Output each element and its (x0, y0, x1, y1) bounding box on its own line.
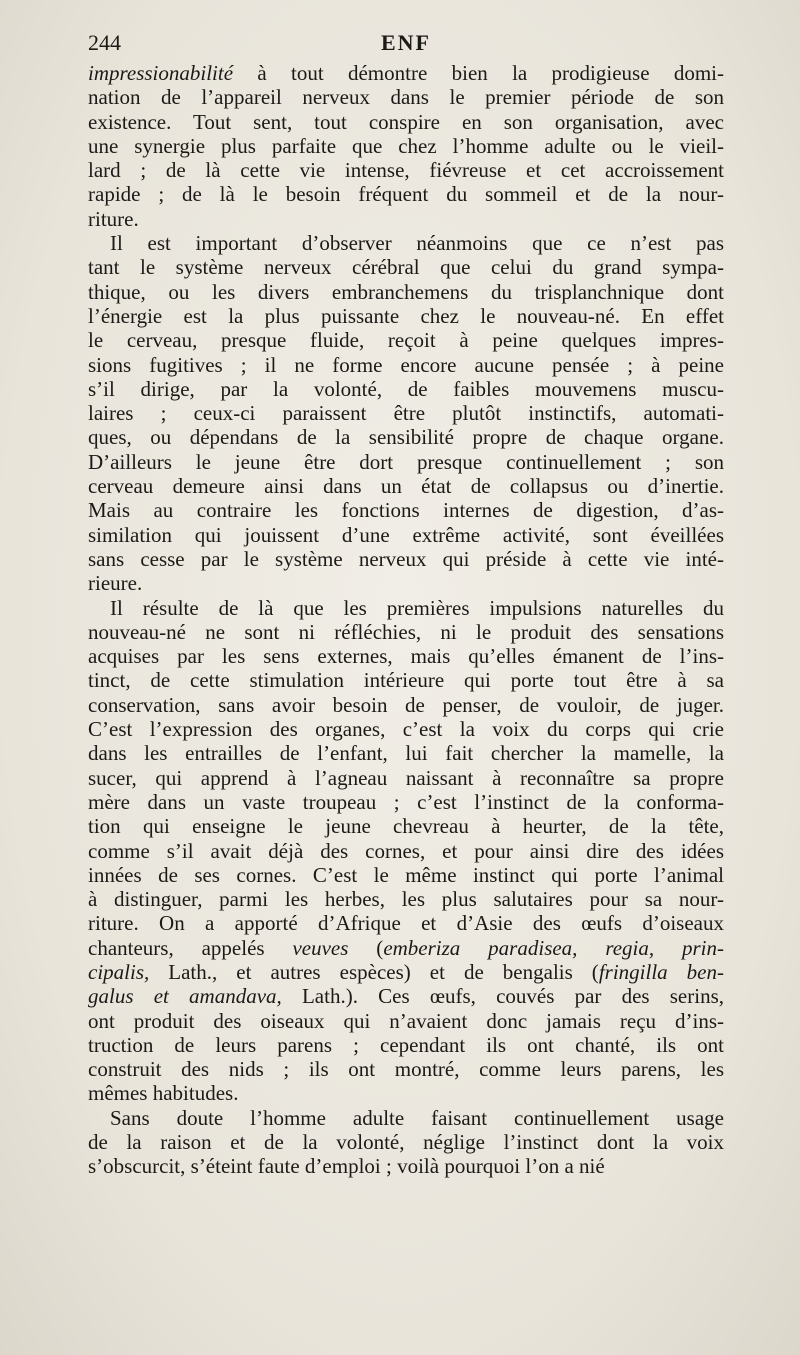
text-line (88, 1081, 724, 1105)
text-run: lard ; de là cette vie intense, fiévreuse et cet accroissement (88, 158, 724, 183)
text-run: conservation, sans avoir besoin de penser, de vouloir, de juger. (88, 692, 724, 717)
text-line (88, 207, 724, 231)
text-run: Lath., et autres espèces) et de bengalis ( (149, 959, 599, 984)
text-run: s’obscurcit, s’éteint faute d’emploi ; voilà pourquoi l’on a nié (88, 1154, 605, 1179)
text-line (88, 304, 724, 328)
text-run: similation qui jouissent d’une extrême activité, sont éveillées (88, 522, 724, 547)
text-run: dans les entrailles de l’enfant, lui fait chercher la mamelle, la (88, 741, 724, 766)
text-line (88, 571, 724, 595)
text-line (88, 474, 724, 498)
text-run: laires ; ceux-ci paraissent être plutôt instinctifs, automati- (88, 401, 724, 426)
text-run: mère dans un vaste troupeau ; c’est l’instinct de la conforma- (88, 789, 724, 814)
text-line (88, 255, 724, 279)
text-line (88, 596, 724, 620)
text-run: à distinguer, parmi les herbes, les plus salutaires pour sa nour- (88, 887, 724, 912)
text-line (88, 328, 724, 352)
text-line (88, 1033, 724, 1057)
text-line (88, 547, 724, 571)
text-run: tant le système nerveux cérébral que celui du grand sympa- (88, 255, 724, 280)
text-line (88, 158, 724, 182)
text-run: comme s’il avait déjà des cornes, et pour ainsi dire des idées (88, 838, 724, 863)
text-line (88, 1130, 724, 1154)
italic-run: galus et amandava, (88, 984, 282, 1009)
text-run: à tout démontre bien la prodigieuse domi- (233, 61, 724, 85)
text-line (88, 887, 724, 911)
text-run: l’énergie est la plus puissante chez le nouveau-né. En effet (88, 303, 724, 328)
text-run: riture. (88, 206, 139, 231)
text-run: nouveau-né ne sont ni réfléchies, ni le produit des sensations (88, 619, 724, 644)
italic-run: fringilla ben- (598, 959, 724, 984)
text-line (88, 523, 724, 547)
italic-run: cipalis, (88, 959, 150, 984)
text-run: sans cesse par le système nerveux qui préside à cette vie inté- (88, 546, 724, 571)
paragraph (88, 61, 724, 231)
text-line (88, 863, 724, 887)
text-line (88, 182, 724, 206)
text-line (88, 984, 724, 1008)
text-line (88, 1106, 724, 1130)
text-line (88, 839, 724, 863)
text-run: Lath.). Ces œufs, couvés par des serins, (281, 984, 725, 1009)
paragraph (88, 596, 724, 1106)
text-line (88, 766, 724, 790)
text-run: mêmes habitudes. (88, 1081, 239, 1106)
text-run: une synergie plus parfaite que chez l’homme adulte ou le vieil- (88, 133, 724, 158)
text-line (88, 401, 724, 425)
text-run: le cerveau, presque fluide, reçoit à peine quelques impres- (88, 328, 724, 353)
text-run: ( (348, 935, 384, 960)
text-run: acquises par les sens externes, mais qu’elles émanent de l’ins- (88, 644, 724, 669)
text-run: rieure. (88, 571, 143, 596)
text-line (88, 110, 724, 134)
text-run: existence. Tout sent, tout conspire en son organisation, avec (88, 109, 724, 134)
text-line (88, 936, 724, 960)
text-line (88, 668, 724, 692)
page-number: 244 (88, 30, 121, 55)
text-line (88, 280, 724, 304)
text-line (88, 960, 724, 984)
text-line (88, 231, 724, 255)
text-line (88, 717, 724, 741)
text-line (88, 1009, 724, 1033)
text-run: sions fugitives ; il ne forme encore aucune pensée ; à peine (88, 352, 724, 377)
text-line (88, 644, 724, 668)
text-run: nation de l’appareil nerveux dans le premier période de son (88, 85, 724, 110)
text-line (88, 377, 724, 401)
text-run: construit des nids ; ils ont montré, comme leurs parens, les (88, 1057, 724, 1082)
text-line (88, 790, 724, 814)
text-line (88, 425, 724, 449)
text-run: ques, ou dépendans de la sensibilité propre de chaque organe. (88, 425, 724, 450)
text-line (88, 741, 724, 765)
page-header (88, 30, 724, 64)
running-head: ENF (381, 30, 431, 55)
paragraph (88, 231, 724, 595)
text-run: truction de leurs parens ; cependant ils ont chanté, ils ont (88, 1032, 724, 1057)
text-line (88, 85, 724, 109)
text-line (88, 814, 724, 838)
text-run: Mais au contraire les fonctions internes de digestion, d’as- (88, 498, 724, 523)
text-run: thique, ou les divers embranchemens du trisplanchnique dont (88, 279, 724, 304)
italic-run: impressionabilité (88, 61, 234, 85)
text-line (88, 1154, 724, 1178)
italic-run: veuves (292, 935, 349, 960)
text-run: Sans doute l’homme adulte faisant continuellement usage (110, 1105, 724, 1130)
body-text (88, 61, 724, 1179)
text-run: s’il dirige, par la volonté, de faibles mouvemens muscu- (88, 376, 724, 401)
text-run: rapide ; de là le besoin fréquent du sommeil et de la nour- (88, 182, 724, 207)
text-run: cerveau demeure ainsi dans un état de collapsus ou d’inertie. (88, 474, 724, 499)
text-line (88, 911, 724, 935)
text-line (88, 134, 724, 158)
text-run: riture. On a apporté d’Afrique et d’Asie des œufs d’oiseaux (88, 911, 724, 936)
text-line (88, 353, 724, 377)
text-run: chanteurs, appelés (88, 935, 293, 960)
text-line (88, 450, 724, 474)
text-run: D’ailleurs le jeune être dort presque continuellement ; son (88, 449, 724, 474)
italic-run: emberiza paradisea, regia, prin- (383, 935, 724, 960)
text-line (88, 498, 724, 522)
text-line (88, 620, 724, 644)
text-run: innées de ses cornes. C’est le même instinct qui porte l’animal (88, 862, 724, 887)
text-line (88, 1057, 724, 1081)
text-run: ont produit des oiseaux qui n’avaient donc jamais reçu d’ins- (88, 1008, 724, 1033)
text-run: C’est l’expression des organes, c’est la voix du corps qui crie (88, 717, 724, 742)
text-run: sucer, qui apprend à l’agneau naissant à reconnaître sa propre (88, 765, 724, 790)
text-run: de la raison et de la volonté, néglige l’instinct dont la voix (88, 1130, 724, 1155)
text-line (88, 693, 724, 717)
text-run: tion qui enseigne le jeune chevreau à heurter, de la tête, (88, 814, 724, 839)
paragraph (88, 1106, 724, 1179)
text-run: Il est important d’observer néanmoins que ce n’est pas (110, 231, 724, 256)
text-run: tinct, de cette stimulation intérieure qui porte tout être à sa (88, 668, 724, 693)
text-line (88, 61, 724, 85)
text-run: Il résulte de là que les premières impulsions naturelles du (110, 595, 724, 620)
